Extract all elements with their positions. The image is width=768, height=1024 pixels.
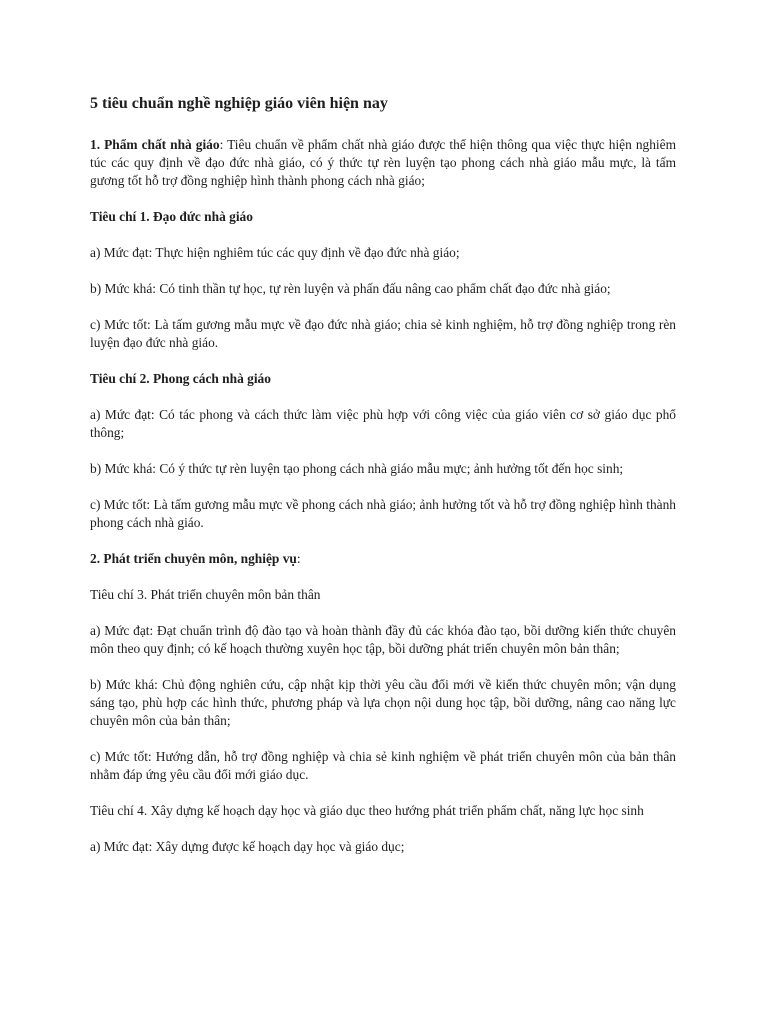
section-2-lead: 2. Phát triển chuyên môn, nghiệp vụ [90, 551, 297, 566]
criteria-1-level-c: c) Mức tốt: Là tấm gương mẫu mực về đạo đức nhà giáo; chia sẻ kinh nghiệm, hỗ trợ đồng nghiệp trong rèn luyện đạo đức nhà giáo. [90, 317, 676, 350]
section-2-paragraph [90, 550, 676, 568]
document-page [90, 94, 676, 874]
criteria-1-heading: Tiêu chí 1. Đạo đức nhà giáo [90, 209, 253, 224]
criteria-2-level-b: b) Mức khá: Có ý thức tự rèn luyện tạo phong cách nhà giáo mẫu mực; ảnh hưởng tốt đến học sinh; [90, 461, 624, 476]
criteria-4-level-a: a) Mức đạt: Xây dựng được kế hoạch dạy học và giáo dục; [90, 839, 405, 854]
section-1-paragraph [90, 136, 676, 190]
criteria-3-level-b: b) Mức khá: Chủ động nghiên cứu, cập nhật kịp thời yêu cầu đổi mới về kiến thức chuyên môn; vận dụng sáng tạo, phù hợp các hình thức, phương pháp và lựa chọn nội dung học tập, bồi dưỡng, nâng cao năng lực chuyên môn của bản thân; [90, 677, 676, 728]
criteria-1-level-b: b) Mức khá: Có tinh thần tự học, tự rèn luyện và phấn đấu nâng cao phẩm chất đạo đức nhà giáo; [90, 281, 611, 296]
criteria-4-heading: Tiêu chí 4. Xây dựng kế hoạch dạy học và giáo dục theo hướng phát triển phẩm chất, năng lực học sinh [90, 803, 644, 818]
criteria-3-level-a: a) Mức đạt: Đạt chuẩn trình độ đào tạo và hoàn thành đầy đủ các khóa đào tạo, bồi dưỡng kiến thức chuyên môn theo quy định; có kế hoạch thường xuyên học tập, bồi dưỡng phát triển chuyên môn bản thân; [90, 623, 676, 656]
criteria-2-level-c: c) Mức tốt: Là tấm gương mẫu mực về phong cách nhà giáo; ảnh hưởng tốt và hỗ trợ đồng nghiệp hình thành phong cách nhà giáo. [90, 497, 676, 530]
criteria-3-heading: Tiêu chí 3. Phát triển chuyên môn bản thân [90, 587, 321, 602]
criteria-2-level-a: a) Mức đạt: Có tác phong và cách thức làm việc phù hợp với công việc của giáo viên cơ sở giáo dục phổ thông; [90, 407, 676, 440]
document-title: 5 tiêu chuẩn nghề nghiệp giáo viên hiện nay [90, 95, 388, 112]
section-1-text: : Tiêu chuẩn về phẩm chất nhà giáo được thể hiện thông qua việc thực hiện nghiêm túc các quy định về đạo đức nhà giáo, có ý thức tự rèn luyện tạo phong cách nhà giáo mẫu mực, là tấm gương tốt hỗ trợ đồng nghiệp hình thành phong cách nhà giáo; [90, 137, 676, 188]
criteria-2-heading: Tiêu chí 2. Phong cách nhà giáo [90, 371, 271, 386]
criteria-1-level-a: a) Mức đạt: Thực hiện nghiêm túc các quy định về đạo đức nhà giáo; [90, 245, 460, 260]
criteria-3-level-c: c) Mức tốt: Hướng dẫn, hỗ trợ đồng nghiệp và chia sẻ kinh nghiệm về phát triển chuyên môn của bản thân nhằm đáp ứng yêu cầu đổi mới giáo dục. [90, 749, 676, 782]
section-1-lead: 1. Phẩm chất nhà giáo [90, 137, 220, 152]
section-2-text: : [296, 551, 301, 566]
